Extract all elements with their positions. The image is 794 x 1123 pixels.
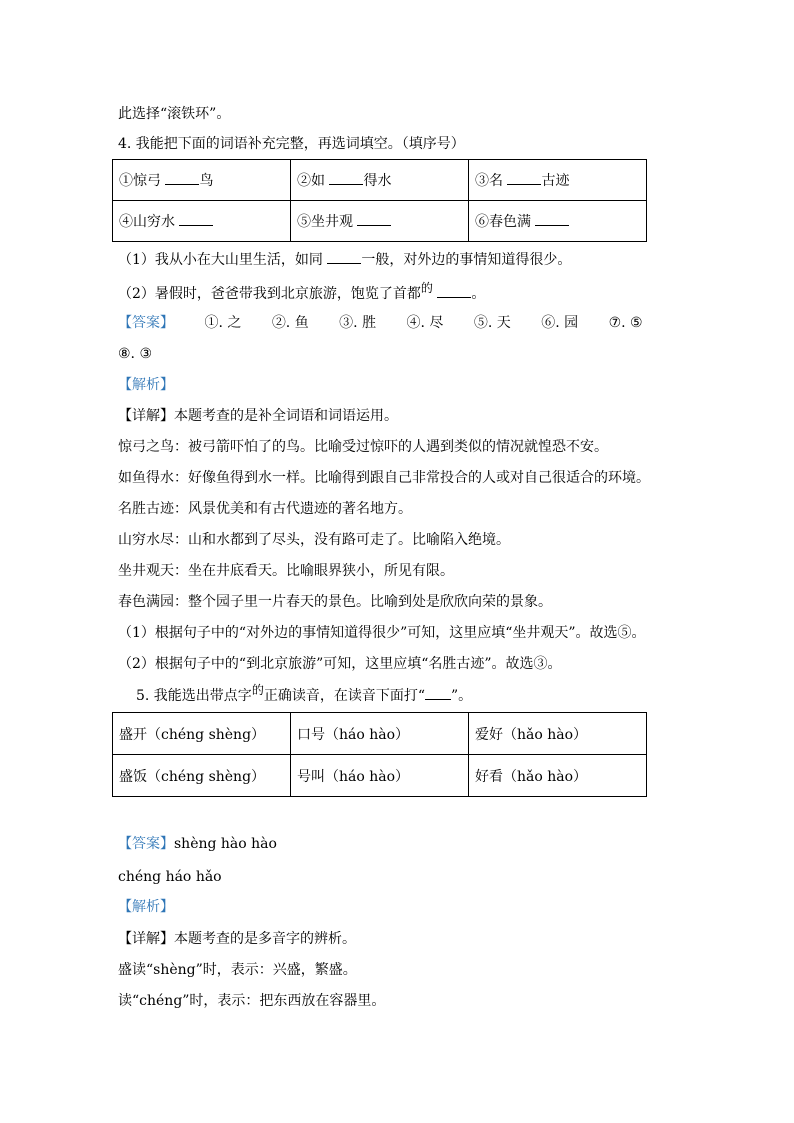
q4-cell-4: ④山穷水	[113, 201, 291, 242]
q4-cell-1: ①惊弓 鸟	[113, 160, 291, 201]
q5-analysis-label: 【解析】	[118, 899, 174, 915]
q4-detail: 【详解】本题考查的是补全词语和词语运用。	[118, 408, 398, 424]
q4-cell-3: ③名 古迹	[469, 160, 647, 201]
q5-cell: 爱好（hǎo hào）	[469, 713, 647, 755]
q5-pinyin-table	[112, 712, 647, 797]
q4-explanation: 坐井观天：坐在井底看天。比喻眼界狭小，所见有限。	[118, 563, 454, 579]
q4-answer-line	[118, 313, 643, 333]
q5-cell: 好看（hǎo hào）	[469, 755, 647, 797]
q4-cell-6: ⑥春色满	[469, 201, 647, 242]
q4-explanation: 如鱼得水：好像鱼得到水一样。比喻得到跟自己非常投合的人或对自己很适合的环境。	[118, 470, 650, 486]
answer-item: ⑦. ⑤	[608, 315, 643, 331]
q4-title: 4. 我能把下面的词语补充完整，再选词填空。（填序号）	[118, 136, 465, 152]
answer-item: ④. 尽	[406, 315, 444, 331]
q4-word-table	[112, 159, 647, 242]
q4-sentence-2: （2）暑假时，爸爸带我到北京旅游，饱览了首都的 。	[118, 281, 486, 302]
q5-explanation: 盛读“shèng”时，表示：兴盛，繁盛。	[118, 962, 357, 978]
answer-item: ⑤. 天	[473, 315, 511, 331]
q5-explanation: 读“chéng”时，表示：把东西放在容器里。	[118, 993, 386, 1009]
q5-answer-line-2: chéng háo hǎo	[118, 869, 222, 885]
answer-label: 【答案】	[118, 315, 174, 331]
q4-explanation: 惊弓之鸟：被弓箭吓怕了的鸟。比喻受过惊吓的人遇到类似的情况就惶恐不安。	[118, 439, 608, 455]
q5-title: 5. 我能选出带点字的正确读音，在读音下面打“ ”。	[136, 683, 473, 704]
q4-sentence-1: （1）我从小在大山里生活，如同 一般，对外边的事情知道得很少。	[118, 252, 572, 268]
q4-analysis-label: 【解析】	[118, 377, 174, 393]
q5-answer-line: 【答案】shèng hào hào	[118, 836, 277, 852]
q4-cell-5: ⑤坐井观	[291, 201, 469, 242]
q5-cell: 口号（háo hào）	[291, 713, 469, 755]
q4-answer-cont: ⑧. ③	[118, 346, 153, 362]
q5-cell: 盛开（chéng shèng）	[113, 713, 291, 755]
q4-cell-2: ②如 得水	[291, 160, 469, 201]
top-line: 此选择“滚铁环”。	[118, 106, 231, 122]
q4-explanation: （2）根据句子中的“到北京旅游”可知，这里应填“名胜古迹”。故选③。	[118, 656, 562, 672]
q4-explanation: 春色满园：整个园子里一片春天的景色。比喻到处是欣欣向荣的景象。	[118, 594, 552, 610]
q4-explanation: （1）根据句子中的“对外边的事情知道得很少”可知，这里应填“坐井观天”。故选⑤。	[118, 625, 646, 641]
q4-explanation: 山穷水尽：山和水都到了尽头，没有路可走了。比喻陷入绝境。	[118, 532, 510, 548]
answer-item: ⑥. 园	[541, 315, 579, 331]
answer-item: ③. 胜	[339, 315, 377, 331]
q5-cell: 盛饭（chéng shèng）	[113, 755, 291, 797]
answer-item: ②. 鱼	[271, 315, 309, 331]
answer-item: ①. 之	[204, 315, 242, 331]
answer-label: 【答案】	[118, 836, 174, 852]
q5-detail: 【详解】本题考查的是多音字的辨析。	[118, 931, 356, 947]
q4-explanation: 名胜古迹：风景优美和有古代遗迹的著名地方。	[118, 501, 412, 517]
q5-cell: 号叫（háo hào）	[291, 755, 469, 797]
